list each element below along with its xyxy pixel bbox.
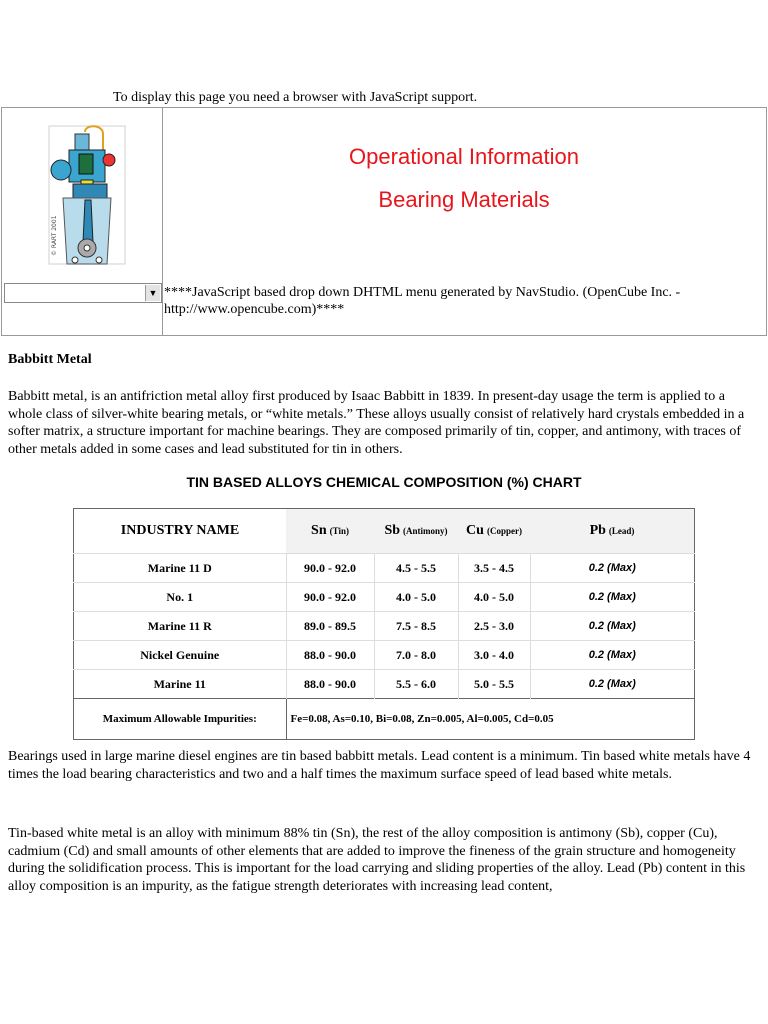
table-header-row [74,509,695,554]
header-divider [162,108,163,335]
cell-copper: 2.5 - 3.0 [458,612,530,641]
composition-table [73,508,695,740]
cell-name: Nickel Genuine [74,641,287,670]
table-row [74,612,695,641]
chevron-down-icon[interactable]: ▼ [145,285,160,301]
menu-generator-note: ****JavaScript based drop down DHTML menu generated by NavStudio. (OpenCube Inc. - http://www.opencube.com)**** [164,285,681,317]
cell-copper: 3.0 - 4.0 [458,641,530,670]
cell-copper: 4.0 - 5.0 [458,583,530,612]
cell-copper: 5.0 - 5.5 [458,670,530,699]
table-row [74,583,695,612]
impurities-value: Fe=0.08, As=0.10, Bi=0.08, Zn=0.005, Al=0.005, Cd=0.05 [286,699,695,740]
cell-antimony: 5.5 - 6.0 [374,670,458,699]
paragraph-marine: Bearings used in large marine diesel engines are tin based babbitt metals. Lead content is a minimum. Tin based white metals have 4 times the load bearing characteristics and two and a half times the maximum surface speed of lead based white metals. [8,749,751,782]
paragraph-intro: Babbitt metal, is an antifriction metal alloy first produced by Isaac Babbitt in 1839. In present-day usage the term is applied to a whole class of silver-white bearing metals, or “white metals.” These alloys usually consist of relatively hard crystals embedded in a softer matrix, a structure important for machine bearings. They are composed primarily of tin, copper, and antimony, with traces of other metals added in some cases and lead substituted for tin in others. [8,389,745,457]
javascript-notice: To display this page you need a browser with JavaScript support. [113,90,478,105]
cell-lead: 0.2 (Max) [530,583,695,612]
cell-copper: 3.5 - 4.5 [458,554,530,583]
cell-antimony: 7.5 - 8.5 [374,612,458,641]
impurities-label: Maximum Allowable Impurities: [74,699,287,740]
cell-antimony: 4.5 - 5.5 [374,554,458,583]
table-row [74,641,695,670]
page-title: Operational Information [349,144,579,169]
header-antimony: Sb (Antimony) [374,509,458,554]
page-subtitle: Bearing Materials [378,187,550,212]
cell-tin: 90.0 - 92.0 [286,583,374,612]
cell-antimony: 7.0 - 8.0 [374,641,458,670]
impurities-row [74,699,695,740]
chart-title: TIN BASED ALLOYS CHEMICAL COMPOSITION (%) CHART [186,474,582,490]
table-row [74,554,695,583]
header-copper: Cu (Copper) [458,509,530,554]
cell-lead: 0.2 (Max) [530,612,695,641]
cell-tin: 88.0 - 90.0 [286,641,374,670]
navigation-dropdown[interactable] [4,283,162,303]
header-industry-name: INDUSTRY NAME [74,509,287,554]
paragraph-composition: Tin-based white metal is an alloy with minimum 88% tin (Sn), the rest of the alloy composition is antimony (Sb), copper (Cu), cadmium (Cd) and small amounts of other elements that are added to improve the fineness of the grain structure and homogeneity during the solidification process. This is important for the load carrying and sliding properties of the alloy. Lead (Pb) content in this alloy composition is an impurity, as the fatigue strength deteriorates with increasing lead content, [8,826,746,894]
cell-name: No. 1 [74,583,287,612]
cell-lead: 0.2 (Max) [530,641,695,670]
cell-tin: 89.0 - 89.5 [286,612,374,641]
section-heading: Babbitt Metal [8,352,92,367]
header-lead: Pb (Lead) [530,509,695,554]
cell-name: Marine 11 D [74,554,287,583]
cell-lead: 0.2 (Max) [530,670,695,699]
svg-text:© RART 2001: © RART 2001 [51,215,58,256]
cell-lead: 0.2 (Max) [530,554,695,583]
header-tin: Sn (Tin) [286,509,374,554]
cell-tin: 90.0 - 92.0 [286,554,374,583]
cell-name: Marine 11 [74,670,287,699]
cell-antimony: 4.0 - 5.0 [374,583,458,612]
cell-tin: 88.0 - 90.0 [286,670,374,699]
engine-logo-icon [47,124,127,374]
cell-name: Marine 11 R [74,612,287,641]
header-table [1,107,767,336]
table-row [74,670,695,699]
